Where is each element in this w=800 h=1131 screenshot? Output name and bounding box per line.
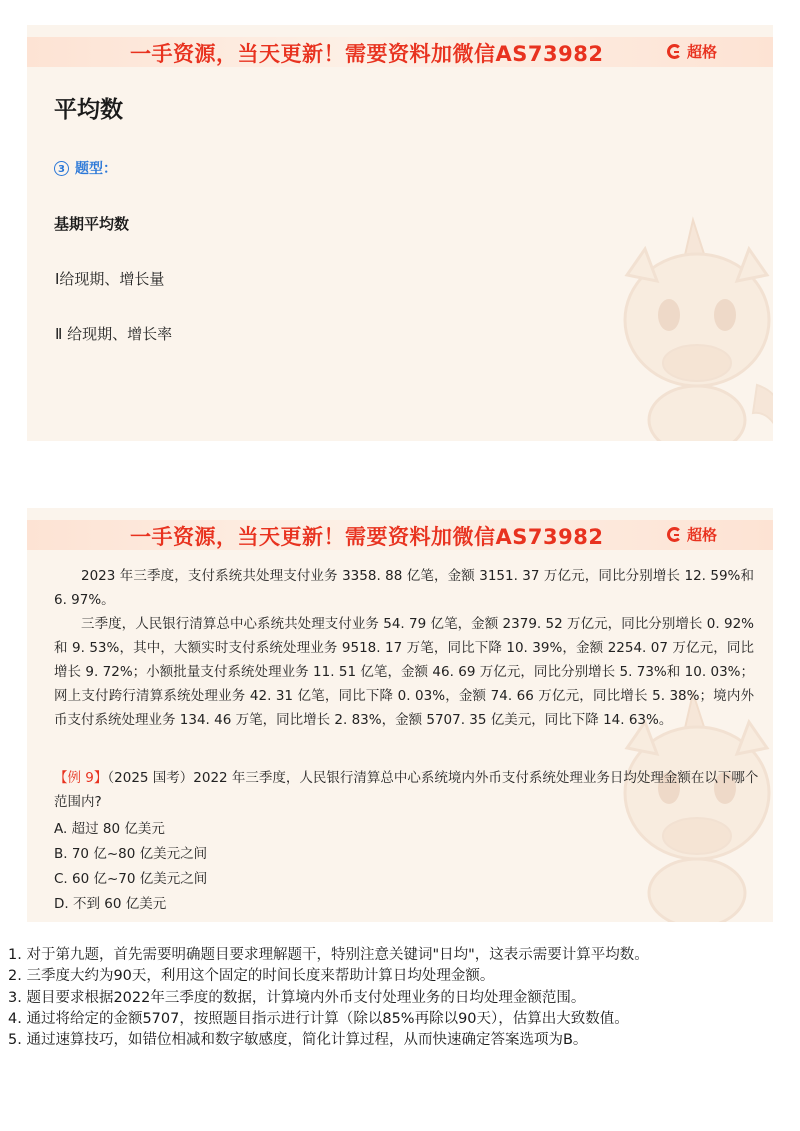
question-text: （2025 国考）2022 年三季度，人民银行清算总中心系统境内外币支付系统处理业务日均处理金额在以下哪个范围内? [54,770,759,810]
resource-banner [27,520,773,550]
step-item: 3. 题目要求根据2022年三季度的数据，计算境内外币支付处理业务的日均处理金额范围。 [8,989,586,1006]
logo-text: 超格 [687,43,718,61]
banner-text: 一手资源，当天更新！需要资料加微信AS73982 [130,525,604,549]
slide-average-intro [27,25,773,441]
list-item: Ⅰ给现期、增长量 [55,270,165,288]
list-item: Ⅱ 给现期、增长率 [55,325,173,343]
step-item: 1. 对于第九题，首先需要明确题目要求理解题干，特别注意关键词"日均"，这表示需要计算平均数。 [8,947,649,963]
step-item: 5. 通过速算技巧，如错位相减和数字敏感度，简化计算过程，从而快速确定答案选项为B。 [8,1032,588,1049]
step-item: 4. 通过将给定的金额5707，按照题目指示进行计算（除以85%再除以90天），估算出大致数值。 [8,1010,629,1027]
data-paragraph-2: 三季度，人民银行清算总中心系统共处理支付业务 54. 79 亿笔，金额 2379. 52 万亿元，同比分别增长 0. 92%和 9. 53%，其中，大额实时支付系统处理业务 9518. 17 万笔，同比下降 10. 39%，金额 2254. 07 万亿元，同比增长 9. 72%；小额批量支付系统处理业务 11. 51 亿笔，金额 46. 69 万亿元，同比分别增长 5. 73%和 10. 03%；网上支付跨行清算系统处理业务 42. 31 亿笔，同比下降 0. 03%，金额 74. 66 万亿元，同比增长 5. 38%；境内外币支付系统处理业务 134. 46 万笔，同比增长 2. 83%，金额 5707. 35 亿美元，同比下降 14. 63%。 [54,616,754,728]
circled-number-badge: 3 [54,161,69,176]
example-question [54,766,764,814]
answer-option: A. 超过 80 亿美元 [54,821,165,837]
question-type-heading [54,158,117,178]
step-item: 2. 三季度大约为90天，利用这个固定的时间长度来帮助计算日均处理金额。 [8,968,495,985]
question-tag: 【例 9】 [54,770,108,786]
question-type-label: 题型： [75,161,117,177]
logo-g-icon [667,44,682,59]
brand-logo [667,41,717,62]
data-paragraph-1: 2023 年三季度，支付系统共处理支付业务 3358. 88 亿笔，金额 3151. 37 万亿元，同比分别增长 12. 59%和6. 97%。 [54,568,754,608]
answer-option: B. 70 亿~80 亿美元之间 [54,846,208,862]
banner-text: 一手资源，当天更新！需要资料加微信AS73982 [130,42,604,66]
answer-option: C. 60 亿~70 亿美元之间 [54,871,208,887]
resource-banner [27,37,773,67]
answer-option: D. 不到 60 亿美元 [54,896,167,912]
logo-g-icon [667,527,682,542]
logo-text: 超格 [687,526,718,544]
subheading: 基期平均数 [54,215,130,233]
unicorn-mascot-watermark [597,215,773,441]
brand-logo [667,524,717,545]
slide-example-question [27,508,773,922]
page-title: 平均数 [54,97,123,123]
solution-steps [8,945,793,1051]
